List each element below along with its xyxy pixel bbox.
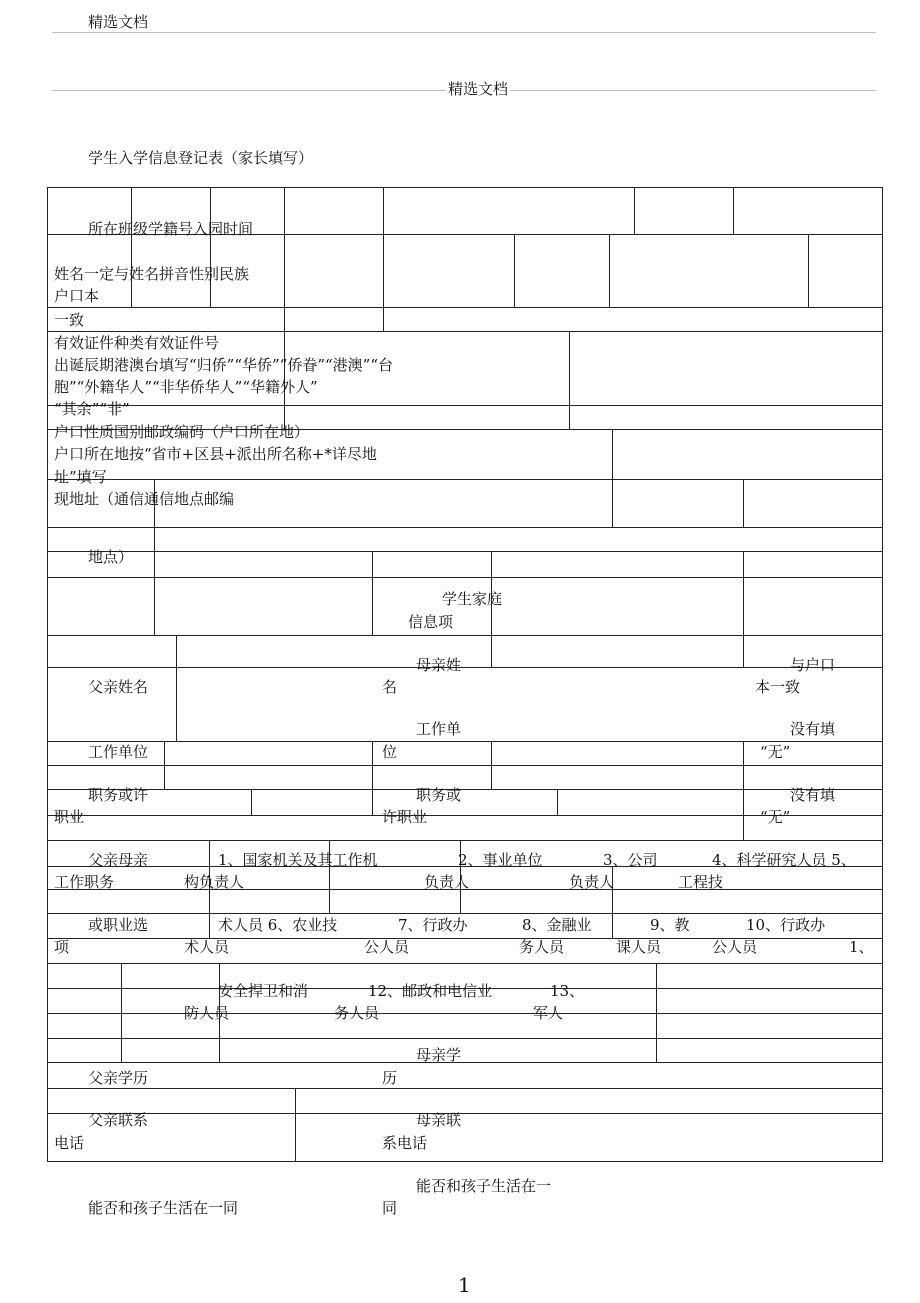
family-info-title-2: 信息项 xyxy=(408,613,454,631)
occupation-option-4b: 工程技 xyxy=(678,873,724,891)
occupation-option-5: 术人员 6、农业技 xyxy=(218,916,338,934)
mother-name-label: 母亲姓 xyxy=(416,656,462,674)
header-watermark: 精选文档 xyxy=(88,13,149,31)
row-line xyxy=(47,913,883,914)
col-line xyxy=(176,635,177,741)
col-line xyxy=(491,551,492,667)
col-line xyxy=(210,187,211,307)
hukou-address-fill-label: 址”填写 xyxy=(54,468,107,486)
occupation-option-1: 1、国家机关及其工作机 xyxy=(218,851,378,869)
no-fill-note-job: 没有填 xyxy=(790,786,836,804)
id-document-label: 有效证件种类有效证件号 xyxy=(54,334,220,352)
occupation-options-label-4: 项 xyxy=(54,938,70,956)
occupation-option-11: 安全捍卫和消 xyxy=(218,982,309,1000)
row-line xyxy=(47,307,883,308)
row-line xyxy=(47,635,883,636)
mother-live-together-label-2: 同 xyxy=(382,1199,398,1217)
consistent-label: 一致 xyxy=(54,311,85,329)
col-line xyxy=(295,1088,296,1162)
occupation-option-1b: 构负责人 xyxy=(184,873,245,891)
col-line xyxy=(634,187,635,234)
col-line xyxy=(743,479,744,527)
occupation-option-2b: 负责人 xyxy=(424,873,470,891)
occupation-option-11-num: 1、 xyxy=(849,938,874,956)
col-line xyxy=(743,551,744,667)
mother-live-together-label: 能否和孩子生活在一 xyxy=(416,1177,552,1195)
no-fill-note-job-2: “无” xyxy=(760,808,791,826)
row-line xyxy=(47,963,883,964)
col-line xyxy=(383,187,384,331)
occupation-option-3b: 负责人 xyxy=(569,873,615,891)
row-line xyxy=(47,577,883,578)
overseas-status-label: 胞”“外籍华人”“非华侨华人”“华籍外人” xyxy=(54,378,318,396)
birthdate-hmt-label: 出诞辰期港澳台填写“归侨”“华侨”“侨眷”“港澳”“台 xyxy=(54,356,394,374)
mother-phone-label: 母亲联 xyxy=(416,1111,462,1129)
class-id-admission-label: 所在班级学籍号入园时间 xyxy=(88,220,254,238)
col-line xyxy=(808,234,809,307)
row-line xyxy=(47,765,883,766)
occupation-option-10: 10、行政办 xyxy=(746,916,826,934)
occupation-option-7b: 公人员 xyxy=(364,938,410,956)
occupation-option-5b: 术人员 xyxy=(184,938,230,956)
occupation-options-label-3: 或职业选 xyxy=(88,916,149,934)
father-phone-label-2: 电话 xyxy=(54,1134,85,1152)
row-line xyxy=(47,1113,883,1114)
row-line xyxy=(47,741,883,742)
occupation-option-2: 2、事业单位 xyxy=(458,851,543,869)
address-label-end: 地点） xyxy=(88,548,134,566)
col-line xyxy=(609,234,610,307)
occupation-option-12b: 务人员 xyxy=(334,1004,380,1022)
mother-education-label-2: 历 xyxy=(382,1069,398,1087)
occupation-option-9: 9、教 xyxy=(650,916,690,934)
father-work-label: 工作单位 xyxy=(88,743,149,761)
mother-name-label-2: 名 xyxy=(382,678,398,696)
row-line xyxy=(47,938,883,939)
col-line xyxy=(514,234,515,307)
father-job-label: 职务或许 xyxy=(88,786,149,804)
col-line xyxy=(612,429,613,527)
row-line xyxy=(47,1013,883,1014)
occupation-options-label: 父亲母亲 xyxy=(88,851,149,869)
occupation-option-9b: 课人员 xyxy=(616,938,662,956)
row-line xyxy=(47,789,883,790)
page-title: 学生入学信息登记表（家长填写） xyxy=(88,149,314,167)
current-address-label: 现地址（通信通信地点邮编 xyxy=(54,490,235,508)
col-line xyxy=(164,741,165,789)
occupation-option-13b: 军人 xyxy=(533,1004,564,1022)
occupation-option-8b: 务人员 xyxy=(519,938,565,956)
mother-work-label-2: 位 xyxy=(382,743,398,761)
col-line xyxy=(656,963,657,1063)
row-line xyxy=(47,1038,883,1039)
col-line xyxy=(743,741,744,840)
col-line xyxy=(569,331,570,429)
hukou-consistent-label-2: 本一致 xyxy=(755,678,801,696)
occupation-option-7: 7、行政办 xyxy=(398,916,468,934)
row-line xyxy=(47,405,883,406)
col-line xyxy=(557,789,558,815)
col-line xyxy=(491,741,492,789)
father-live-together-label: 能否和孩子生活在一同 xyxy=(88,1199,239,1217)
occupation-option-3: 3、公司 xyxy=(603,851,658,869)
no-fill-note-2: “无” xyxy=(760,743,791,761)
family-info-title: 学生家庭 xyxy=(442,590,503,608)
row-line xyxy=(47,479,883,480)
header-rule xyxy=(52,32,876,33)
father-education-label: 父亲学历 xyxy=(88,1069,149,1087)
col-line xyxy=(372,741,373,815)
col-line xyxy=(131,187,132,307)
mother-job-label: 职务或 xyxy=(416,786,462,804)
mother-work-label: 工作单 xyxy=(416,720,462,738)
hukou-nature-label: 户口性质国别邮政编码（户口所在地） xyxy=(54,423,310,441)
mother-job-label-2: 许职业 xyxy=(382,808,428,826)
father-phone-label: 父亲联系 xyxy=(88,1111,149,1129)
father-name-label: 父亲姓名 xyxy=(88,678,149,696)
hukou-book-label: 户口本 xyxy=(54,287,100,305)
occupation-option-4: 4、科学研究人员 5、 xyxy=(712,851,856,869)
mother-education-label: 母亲学 xyxy=(416,1046,462,1064)
row-line xyxy=(47,1062,883,1063)
mid-watermark: 精选文档 xyxy=(448,80,509,98)
name-pinyin-gender-label: 姓名一定与姓名拼音性别民族 xyxy=(54,265,250,283)
mother-phone-label-2: 系电话 xyxy=(382,1134,428,1152)
occupation-option-11b: 防人员 xyxy=(184,1004,230,1022)
occupation-options-label-2: 工作职务 xyxy=(54,873,115,891)
col-line xyxy=(372,551,373,635)
col-line xyxy=(733,187,734,234)
hukou-address-label: 户口所在地按“省市+区县+派出所名称+*详尽地 xyxy=(54,445,377,463)
row-line xyxy=(47,815,883,816)
occupation-option-8: 8、金融业 xyxy=(522,916,592,934)
row-line xyxy=(47,331,883,332)
row-line xyxy=(47,840,883,841)
occupation-option-10b: 公人员 xyxy=(712,938,758,956)
row-line xyxy=(47,551,883,552)
col-line xyxy=(251,789,252,815)
col-line xyxy=(121,963,122,1063)
father-job-label-2: 职业 xyxy=(54,808,85,826)
hukou-consistent-label: 与户口 xyxy=(790,656,836,674)
no-fill-note: 没有填 xyxy=(790,720,836,738)
row-line xyxy=(47,1088,883,1089)
occupation-option-13: 13、 xyxy=(550,982,585,1000)
row-line xyxy=(47,667,883,668)
page-number: 1 xyxy=(458,1273,471,1297)
row-line xyxy=(47,527,883,528)
occupation-option-12: 12、邮政和电信业 xyxy=(368,982,493,1000)
other-status-label: “其余”“非” xyxy=(54,400,130,418)
